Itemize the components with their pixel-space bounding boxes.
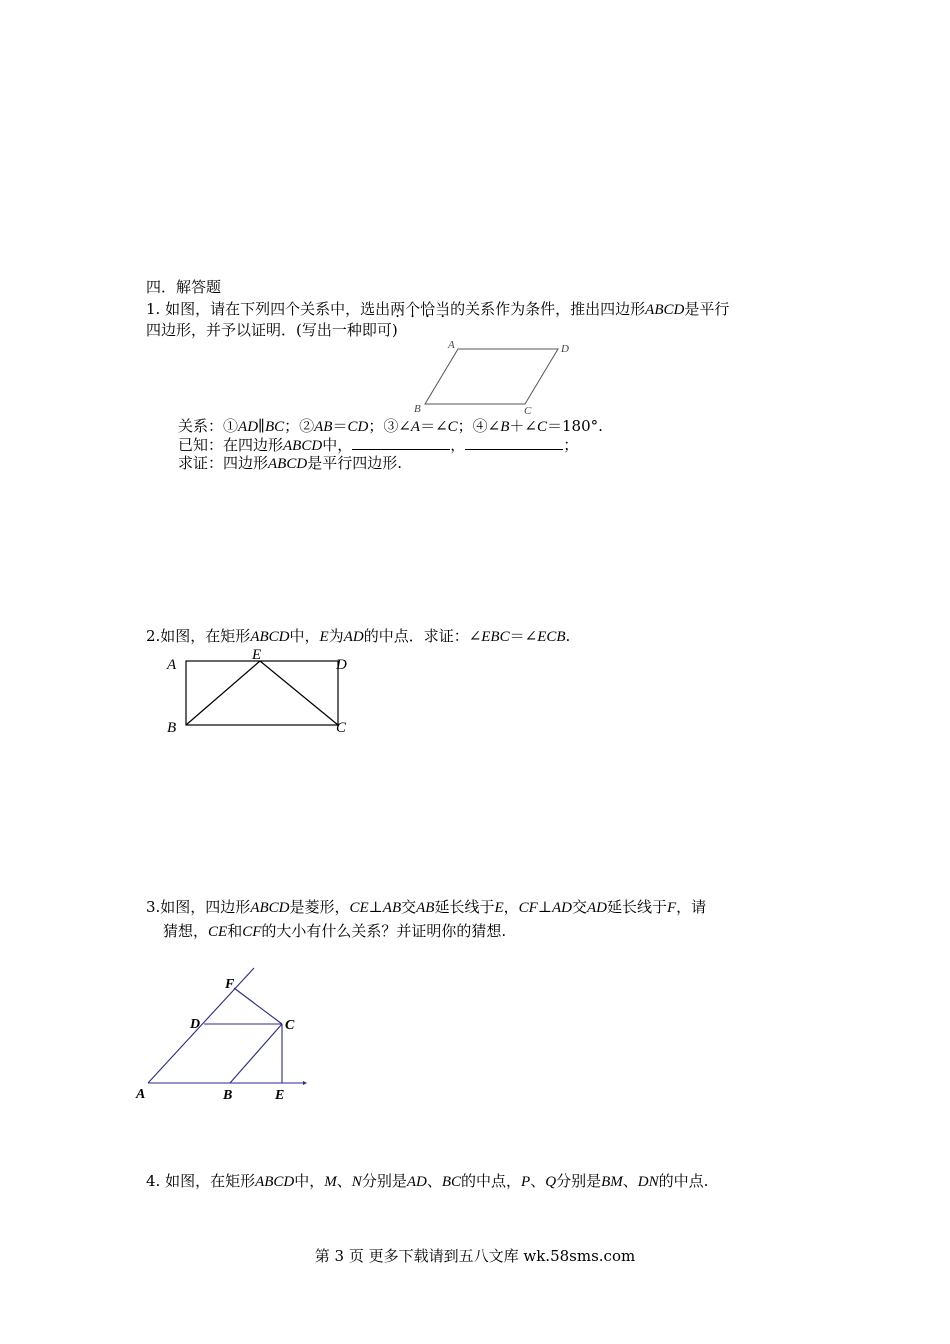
q1-rel3-a: A	[410, 419, 421, 435]
q1-text-a: 1. 如图，请在下列四个关系中，选出	[146, 300, 391, 318]
q3-ce: CE	[349, 900, 369, 916]
q3-line2-a: 猜想，	[163, 922, 209, 940]
q1-blank-2[interactable]	[465, 435, 563, 450]
q1-rel2-mark: ；②	[284, 417, 315, 435]
q2-mid1: 中，	[289, 627, 320, 645]
q1-figure	[410, 338, 580, 416]
q3-label-b: B	[223, 1088, 233, 1103]
q3-label-d: D	[190, 1017, 201, 1032]
q4-sep2: 、	[426, 1172, 442, 1190]
q3-e: E	[494, 900, 504, 916]
q2-label-d: D	[336, 657, 347, 673]
q1-emph-2: 个	[405, 300, 421, 318]
q3-t1: 是菱形，	[289, 898, 350, 916]
q1-known-mid: 中，	[322, 436, 353, 454]
q3-label-c: C	[285, 1018, 295, 1033]
q3-ab2: AB	[416, 900, 435, 916]
q3-ab: AB	[382, 900, 402, 916]
q4-sep3: 、	[530, 1172, 546, 1190]
q3-arrow-e	[303, 1081, 307, 1085]
q2-end: .	[565, 627, 571, 645]
q2-rectangle	[186, 661, 338, 725]
q4-t5: 的中点.	[658, 1172, 709, 1190]
q3-label-e: E	[275, 1088, 285, 1103]
q1-prove-abcd: ABCD	[268, 456, 308, 472]
q2-label-e: E	[252, 647, 262, 663]
q1-label-b: B	[414, 403, 421, 415]
q1-emph-3: 恰	[420, 300, 436, 318]
q1-known-end: ；	[563, 436, 579, 454]
q3-t5: 交	[571, 898, 587, 916]
q1-label-d: D	[561, 343, 569, 355]
q4-bc: BC	[441, 1174, 462, 1190]
q1-rel4-a: B	[500, 419, 510, 435]
q4-dn: DN	[637, 1174, 659, 1190]
q3-label-f: F	[225, 977, 235, 992]
q1-line2: 四边形，并予以证明．(写出一种即可)	[146, 321, 398, 339]
q3-line2-b: 和	[227, 922, 243, 940]
q2-mid2: 为	[328, 627, 344, 645]
q2-ad: AD	[343, 629, 364, 645]
q4-t3: 的中点，	[461, 1172, 522, 1190]
q1-known-comma: ，	[450, 436, 466, 454]
q4-sep1: 、	[336, 1172, 352, 1190]
q1-text-b: 的关系作为条件，推出四边形	[450, 300, 646, 318]
q3-line2-c: 的大小有什么关系？并证明你的猜想.	[261, 922, 507, 940]
q3-line2	[163, 921, 506, 942]
q1-prove-end: 是平行四边形.	[307, 454, 402, 472]
q3-segment-cf	[234, 988, 282, 1024]
q2-mid3: 的中点．求证：∠	[363, 627, 482, 645]
q1-known-prefix: 已知：在四边形	[178, 436, 284, 454]
q3-side-bc	[230, 1024, 282, 1083]
q1-rel2-a: AB	[314, 419, 333, 435]
q4-t4: 分别是	[556, 1172, 602, 1190]
q2-label-c: C	[336, 720, 347, 736]
q1-label-a: A	[448, 339, 455, 351]
q4-abcd: ABCD	[255, 1174, 295, 1190]
q3-ad: AD	[551, 900, 572, 916]
q4-prefix: 4. 如图，在矩形	[146, 1172, 256, 1190]
q3-t2: 交	[401, 898, 417, 916]
q3-ad2: AD	[586, 900, 607, 916]
q4-p: P	[521, 1174, 531, 1190]
q3-label-a: A	[136, 1087, 146, 1102]
q3-prefix: 3.如图，四边形	[146, 898, 251, 916]
q1-prove-prefix: 求证：四边形	[178, 454, 269, 472]
q4-sep4: 、	[622, 1172, 638, 1190]
q4-m: M	[324, 1174, 337, 1190]
q4-text	[146, 1171, 708, 1192]
q3-ce2: CE	[208, 924, 228, 940]
q1-prove	[178, 453, 402, 474]
q3-figure	[130, 960, 315, 1105]
q4-t1: 中，	[294, 1172, 325, 1190]
q2-figure	[160, 645, 360, 740]
q1-parallelogram	[425, 349, 558, 404]
q1-rel4-b: C	[537, 419, 548, 435]
q1-rel4-end: ＝180°.	[547, 417, 603, 435]
q2-segment-eb	[186, 661, 260, 725]
q1-known-abcd: ABCD	[283, 438, 323, 454]
q1-rel4-plus: ＋∠	[509, 417, 537, 435]
q4-bm: BM	[601, 1174, 623, 1190]
page-footer: 第 3 页 更多下载请到五八文库 wk.58sms.com	[314, 1247, 636, 1265]
q1-rel2-b: CD	[347, 419, 369, 435]
q3-cf: CF	[518, 900, 538, 916]
q3-perp1: ⊥	[368, 898, 383, 916]
q4-n: N	[351, 1174, 362, 1190]
q1-label-c: C	[524, 405, 532, 417]
q3-perp2: ⊥	[537, 898, 552, 916]
q1-abcd: ABCD	[645, 302, 685, 318]
q1-rel1: AD∥BC	[238, 419, 285, 435]
q3-t6: 延长线于	[606, 898, 667, 916]
q3-f: F	[666, 900, 677, 916]
q3-line1	[146, 897, 706, 918]
q1-rel1-mark: ①	[223, 417, 239, 435]
q4-t2: 分别是	[361, 1172, 407, 1190]
q3-t7: ，请	[676, 898, 707, 916]
q1-relations	[178, 416, 603, 437]
q1-rel3-b: C	[447, 419, 458, 435]
q2-eq: ＝∠	[509, 627, 538, 645]
q2-abcd: ABCD	[250, 629, 290, 645]
q3-line-af-extended	[148, 968, 254, 1083]
q1-rel4-mark: ；④∠	[457, 417, 501, 435]
q3-abcd: ABCD	[250, 900, 290, 916]
q3-t3: 延长线于	[434, 898, 495, 916]
q1-emph-4: 当	[435, 300, 451, 318]
q1-rel2-eq: ＝	[332, 417, 348, 435]
q4-q: Q	[545, 1174, 557, 1190]
q3-cf2: CF	[242, 924, 262, 940]
q2-prefix: 2.如图，在矩形	[146, 627, 251, 645]
q1-line1	[146, 299, 729, 320]
q1-rel3-mark: ；③∠	[368, 417, 411, 435]
q1-text-c: 是平行	[684, 300, 730, 318]
q1-relations-prefix: 关系：	[178, 417, 224, 435]
q2-text	[146, 626, 570, 647]
section-title: 四．解答题	[146, 278, 222, 296]
q2-ebc: EBC	[481, 629, 510, 645]
q3-t4: ，	[503, 898, 519, 916]
q1-emph-1: 两	[390, 300, 406, 318]
q2-ecb: ECB	[537, 629, 566, 645]
q2-label-b: B	[167, 720, 177, 736]
q2-e: E	[319, 629, 329, 645]
q1-rel3-eq: ＝∠	[420, 417, 448, 435]
q1-blank-1[interactable]	[352, 435, 450, 450]
q2-label-a: A	[167, 657, 177, 673]
q2-segment-ec	[260, 661, 338, 725]
q4-ad: AD	[406, 1174, 427, 1190]
